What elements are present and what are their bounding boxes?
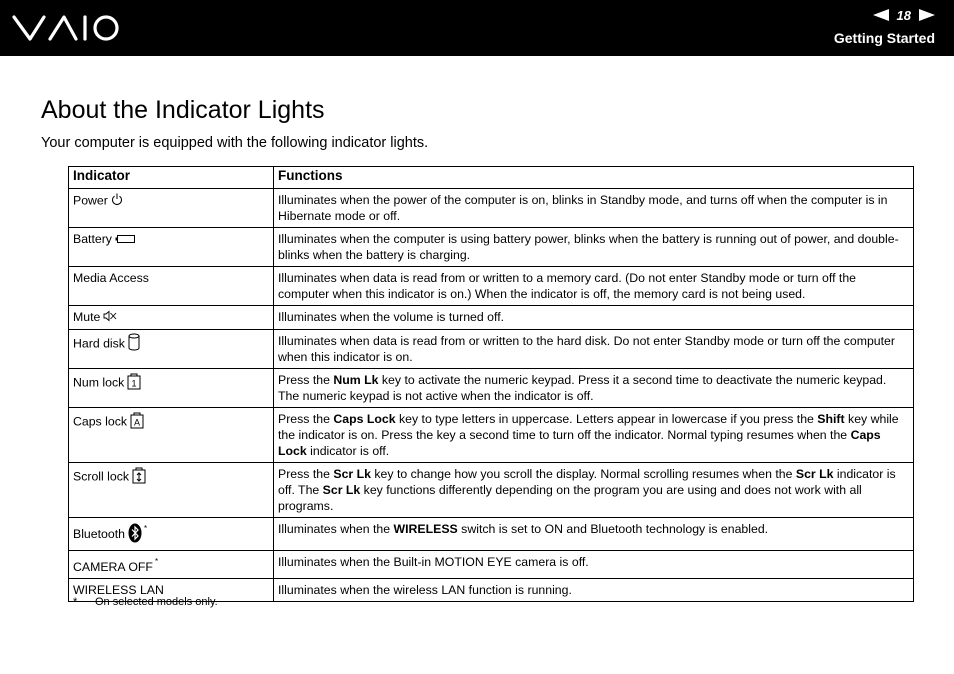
function-cell: [274, 228, 914, 267]
indicator-cell: [69, 462, 274, 517]
intro-text: Your computer is equipped with the following indicator lights.: [41, 135, 429, 151]
indicator-cell: [69, 189, 274, 228]
function-text: Illuminates when data is read from or written to a memory card. (Do not enter Standby mode or turn off the computer when this indicator is on.) When the indicator is off, the memory card is not being used.: [278, 271, 857, 301]
key-name: Scr Lk: [322, 482, 361, 497]
function-text: Press the: [278, 372, 334, 387]
function-text: Press the: [278, 466, 334, 481]
caps-lock-icon: [130, 411, 144, 433]
indicator-table: [68, 166, 914, 602]
indicator-cell: [69, 267, 274, 306]
function-text: key to change how you scroll the display. Normal scrolling resumes when the: [370, 466, 796, 481]
indicator-label: WIRELESS LAN: [73, 582, 164, 597]
svg-text:1: 1: [131, 378, 137, 389]
indicator-label: Hard disk: [73, 336, 125, 350]
indicator-cell: [69, 550, 274, 578]
indicator-cell: [69, 329, 274, 368]
column-header-indicator: Indicator: [69, 167, 274, 189]
function-cell: [274, 368, 914, 407]
indicator-label: Scroll lock: [73, 469, 130, 483]
function-cell: [274, 407, 914, 462]
table-row: [69, 228, 914, 267]
table-body: [69, 189, 914, 602]
function-text: key functions differently depending on the program you are using and does not work with all programs.: [278, 482, 862, 513]
function-text: Illuminates when data is read from or written to the hard disk. Do not enter Standby mode or turn off the computer when this indicator is on.: [278, 333, 895, 364]
hard-disk-icon: [128, 333, 140, 355]
footnote: [73, 596, 218, 608]
table-row: [69, 550, 914, 578]
footnote-marker: *: [143, 523, 148, 533]
function-text: Illuminates when the computer is using battery power, blinks when the battery is running out of power, and double-blinks when the battery is charging.: [278, 232, 899, 262]
key-name: Scr Lk: [333, 466, 371, 481]
key-name: Num Lk: [333, 372, 379, 387]
mute-icon: [103, 310, 117, 326]
indicator-label: Media Access: [73, 271, 149, 285]
indicator-label: Battery: [73, 232, 112, 246]
num-lock-icon: [127, 372, 141, 394]
bluetooth-icon: [128, 523, 142, 547]
page-title: About the Indicator Lights: [41, 96, 325, 124]
page-number: 18: [896, 7, 911, 23]
key-name: Scr Lk: [795, 466, 834, 481]
function-cell: [274, 189, 914, 228]
table-row: [69, 407, 914, 462]
function-text: Illuminates when the wireless LAN function is running.: [278, 582, 572, 597]
table-row: [69, 306, 914, 330]
previous-page-arrow-icon[interactable]: [873, 9, 889, 21]
page-header: [0, 0, 954, 56]
function-text: indicator is off.: [306, 443, 390, 458]
indicator-cell: [69, 306, 274, 330]
function-cell: [274, 517, 914, 550]
function-cell: [274, 267, 914, 306]
footnote-mark: *: [73, 596, 78, 608]
column-header-functions: Functions: [274, 167, 914, 189]
function-text: Illuminates when the power of the computer is on, blinks in Standby mode, and turns off when the computer is in Hibernate mode or off.: [278, 193, 888, 223]
key-name: Caps Lock: [278, 427, 881, 458]
function-cell: [274, 578, 914, 601]
function-text: key while the indicator is on. Press the key a second time to turn off the indicator. Normal typing resumes when the: [278, 411, 899, 442]
function-text: indicator is off. The: [278, 466, 896, 497]
scroll-lock-icon: [132, 466, 146, 488]
power-icon: [111, 192, 123, 210]
function-cell: [274, 550, 914, 578]
function-cell: [274, 462, 914, 517]
section-title: Getting Started: [833, 30, 935, 46]
table-row: [69, 267, 914, 306]
function-cell: [274, 329, 914, 368]
indicator-label: CAMERA OFF: [73, 559, 153, 574]
indicator-label: Bluetooth: [73, 526, 125, 541]
page-navigation: [873, 7, 935, 23]
key-name: Caps Lock: [333, 411, 396, 426]
function-text: key to activate the numeric keypad. Press it a second time to deactivate the numeric keypad. The numeric keypad is not active when the indicator is off.: [278, 372, 887, 403]
footnote-marker: *: [154, 556, 159, 566]
function-text: switch is set to ON and Bluetooth technology is enabled.: [457, 521, 769, 536]
table-row: [69, 189, 914, 228]
key-name: WIRELESS: [393, 521, 458, 536]
battery-icon: [115, 232, 135, 248]
function-text: key to type letters in uppercase. Letters appear in lowercase if you press the: [395, 411, 818, 426]
next-page-arrow-icon[interactable]: [919, 9, 935, 21]
function-text: Press the: [278, 411, 334, 426]
function-text: Illuminates when the: [278, 521, 394, 536]
table-row: [69, 329, 914, 368]
table-row: [69, 368, 914, 407]
function-text: Illuminates when the volume is turned off.: [278, 310, 505, 324]
function-text: Illuminates when the Built-in MOTION EYE camera is off.: [278, 554, 589, 569]
indicator-label: Mute: [73, 310, 101, 324]
key-name: Shift: [817, 411, 845, 426]
indicator-cell: [69, 368, 274, 407]
indicator-label: Caps lock: [73, 414, 127, 428]
function-cell: [274, 306, 914, 330]
vaio-logo: [12, 12, 120, 44]
indicator-cell: [69, 517, 274, 550]
table-row: [69, 517, 914, 550]
indicator-label: Num lock: [73, 375, 125, 389]
indicator-label: Power: [73, 193, 108, 208]
svg-text:A: A: [133, 417, 141, 428]
indicator-cell: [69, 228, 274, 267]
table-row: [69, 462, 914, 517]
indicator-cell: [69, 407, 274, 462]
footnote-text: On selected models only.: [95, 596, 218, 608]
table-header-row: [69, 167, 914, 189]
